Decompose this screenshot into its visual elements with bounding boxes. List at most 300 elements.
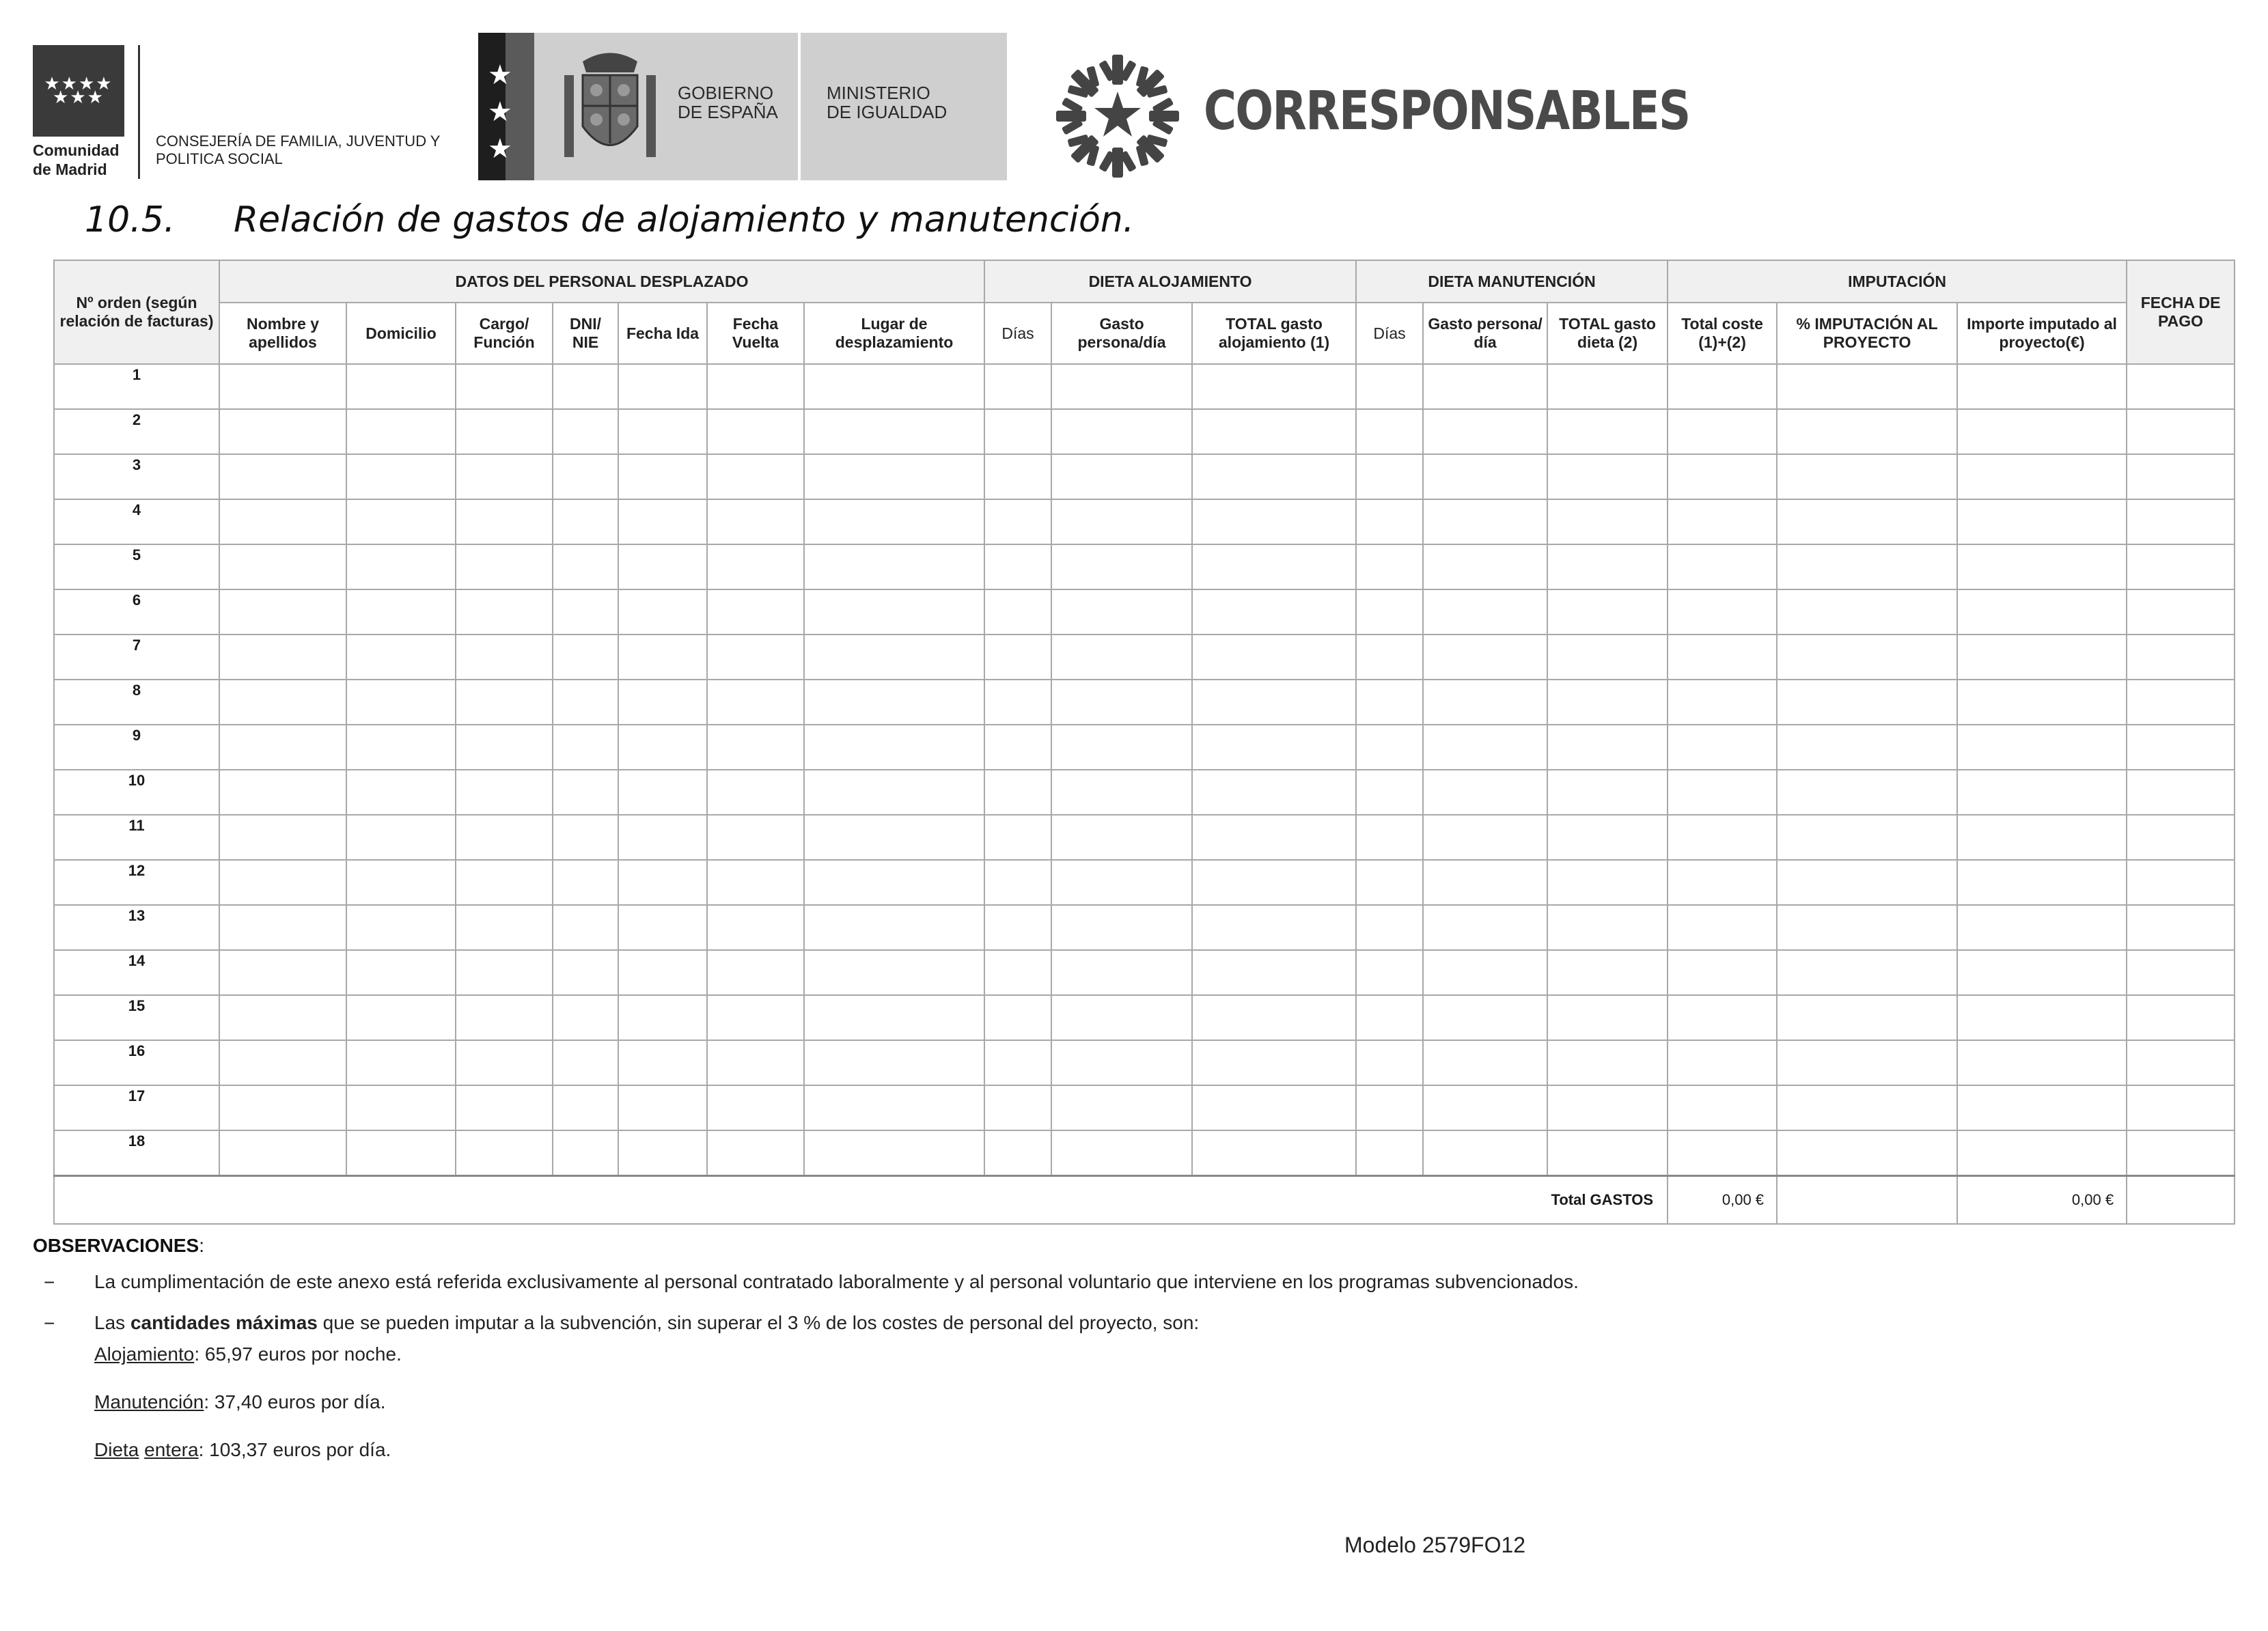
- table-cell[interactable]: [553, 544, 618, 589]
- table-cell[interactable]: [1668, 680, 1777, 725]
- table-cell[interactable]: [707, 770, 804, 815]
- table-cell[interactable]: [1356, 995, 1423, 1040]
- table-cell[interactable]: [1547, 725, 1668, 770]
- table-cell[interactable]: [1192, 409, 1356, 454]
- table-cell[interactable]: [984, 544, 1051, 589]
- table-cell[interactable]: [456, 364, 553, 409]
- table-cell[interactable]: [1547, 860, 1668, 905]
- table-cell[interactable]: [346, 364, 456, 409]
- table-cell[interactable]: [1547, 589, 1668, 635]
- table-cell[interactable]: [553, 860, 618, 905]
- table-cell[interactable]: [1547, 499, 1668, 544]
- table-cell[interactable]: [2127, 905, 2235, 950]
- table-cell[interactable]: [618, 815, 707, 860]
- table-cell[interactable]: [1777, 950, 1957, 995]
- table-cell[interactable]: [1668, 1085, 1777, 1130]
- table-cell[interactable]: [804, 770, 984, 815]
- table-cell[interactable]: [1957, 950, 2127, 995]
- table-cell[interactable]: [2127, 1130, 2235, 1176]
- table-cell[interactable]: [1957, 905, 2127, 950]
- table-cell[interactable]: [984, 725, 1051, 770]
- table-cell[interactable]: [1957, 1130, 2127, 1176]
- table-cell[interactable]: [456, 680, 553, 725]
- table-cell[interactable]: [1192, 364, 1356, 409]
- table-cell[interactable]: [1051, 544, 1192, 589]
- table-cell[interactable]: [1356, 725, 1423, 770]
- table-cell[interactable]: [1957, 499, 2127, 544]
- table-cell[interactable]: [984, 815, 1051, 860]
- table-cell[interactable]: [1356, 409, 1423, 454]
- table-cell[interactable]: [1356, 1040, 1423, 1085]
- table-cell[interactable]: [1356, 499, 1423, 544]
- table-cell[interactable]: [2127, 815, 2235, 860]
- table-cell[interactable]: [219, 860, 346, 905]
- table-cell[interactable]: [456, 409, 553, 454]
- table-cell[interactable]: [804, 815, 984, 860]
- table-cell[interactable]: [984, 860, 1051, 905]
- table-cell[interactable]: [1192, 1130, 1356, 1176]
- table-cell[interactable]: [1192, 770, 1356, 815]
- table-cell[interactable]: [1192, 815, 1356, 860]
- table-cell[interactable]: [804, 1130, 984, 1176]
- table-cell[interactable]: [1668, 409, 1777, 454]
- table-cell[interactable]: [1777, 725, 1957, 770]
- table-cell[interactable]: [1051, 1130, 1192, 1176]
- table-cell[interactable]: [2127, 364, 2235, 409]
- table-cell[interactable]: [346, 454, 456, 499]
- table-cell[interactable]: [1668, 544, 1777, 589]
- table-cell[interactable]: [1547, 680, 1668, 725]
- table-cell[interactable]: [553, 815, 618, 860]
- table-cell[interactable]: [1777, 635, 1957, 680]
- table-cell[interactable]: [1957, 725, 2127, 770]
- table-cell[interactable]: [1192, 995, 1356, 1040]
- table-cell[interactable]: [2127, 1085, 2235, 1130]
- table-cell[interactable]: [618, 544, 707, 589]
- table-cell[interactable]: [707, 499, 804, 544]
- table-cell[interactable]: [219, 725, 346, 770]
- table-cell[interactable]: [618, 905, 707, 950]
- table-cell[interactable]: [1547, 1040, 1668, 1085]
- table-cell[interactable]: [456, 995, 553, 1040]
- table-cell[interactable]: [553, 995, 618, 1040]
- table-cell[interactable]: [1668, 770, 1777, 815]
- table-cell[interactable]: [707, 635, 804, 680]
- table-cell[interactable]: [553, 499, 618, 544]
- table-cell[interactable]: [984, 409, 1051, 454]
- table-cell[interactable]: [618, 770, 707, 815]
- table-cell[interactable]: [1423, 635, 1547, 680]
- table-cell[interactable]: [2127, 635, 2235, 680]
- table-cell[interactable]: [456, 589, 553, 635]
- table-cell[interactable]: [804, 995, 984, 1040]
- table-cell[interactable]: [1957, 815, 2127, 860]
- table-cell[interactable]: [1547, 950, 1668, 995]
- table-cell[interactable]: [1423, 950, 1547, 995]
- table-cell[interactable]: [618, 680, 707, 725]
- table-cell[interactable]: [1423, 499, 1547, 544]
- table-cell[interactable]: [1777, 499, 1957, 544]
- table-cell[interactable]: [1547, 454, 1668, 499]
- table-cell[interactable]: [1423, 1040, 1547, 1085]
- table-cell[interactable]: [618, 725, 707, 770]
- table-cell[interactable]: [1777, 409, 1957, 454]
- table-cell[interactable]: [1192, 1040, 1356, 1085]
- table-cell[interactable]: [618, 454, 707, 499]
- table-cell[interactable]: [219, 680, 346, 725]
- table-cell[interactable]: [1356, 860, 1423, 905]
- table-cell[interactable]: [1547, 995, 1668, 1040]
- table-cell[interactable]: [219, 770, 346, 815]
- table-cell[interactable]: [346, 950, 456, 995]
- table-cell[interactable]: [1051, 1040, 1192, 1085]
- table-cell[interactable]: [1777, 544, 1957, 589]
- table-cell[interactable]: [456, 499, 553, 544]
- table-cell[interactable]: [2127, 860, 2235, 905]
- table-cell[interactable]: [1356, 905, 1423, 950]
- table-cell[interactable]: [984, 454, 1051, 499]
- table-cell[interactable]: [1356, 364, 1423, 409]
- table-cell[interactable]: [1777, 680, 1957, 725]
- table-cell[interactable]: [618, 860, 707, 905]
- table-cell[interactable]: [804, 905, 984, 950]
- table-cell[interactable]: [346, 905, 456, 950]
- table-cell[interactable]: [618, 1130, 707, 1176]
- table-cell[interactable]: [346, 680, 456, 725]
- table-cell[interactable]: [984, 589, 1051, 635]
- table-cell[interactable]: [1547, 544, 1668, 589]
- table-cell[interactable]: [553, 1085, 618, 1130]
- table-cell[interactable]: [2127, 409, 2235, 454]
- table-cell[interactable]: [984, 499, 1051, 544]
- table-cell[interactable]: [219, 1130, 346, 1176]
- table-cell[interactable]: [456, 725, 553, 770]
- table-cell[interactable]: [219, 589, 346, 635]
- table-cell[interactable]: [984, 1040, 1051, 1085]
- table-cell[interactable]: [804, 544, 984, 589]
- table-cell[interactable]: [2127, 770, 2235, 815]
- table-cell[interactable]: [1356, 680, 1423, 725]
- table-cell[interactable]: [346, 995, 456, 1040]
- table-cell[interactable]: [1777, 1085, 1957, 1130]
- table-cell[interactable]: [1957, 680, 2127, 725]
- table-cell[interactable]: [804, 589, 984, 635]
- table-cell[interactable]: [553, 770, 618, 815]
- table-cell[interactable]: [1356, 544, 1423, 589]
- table-cell[interactable]: [1423, 725, 1547, 770]
- table-cell[interactable]: [1051, 1085, 1192, 1130]
- table-cell[interactable]: [219, 1085, 346, 1130]
- table-cell[interactable]: [219, 454, 346, 499]
- table-cell[interactable]: [707, 725, 804, 770]
- table-cell[interactable]: [1051, 364, 1192, 409]
- table-cell[interactable]: [1192, 499, 1356, 544]
- table-cell[interactable]: [1192, 635, 1356, 680]
- table-cell[interactable]: [2127, 725, 2235, 770]
- table-cell[interactable]: [1051, 589, 1192, 635]
- table-cell[interactable]: [1547, 409, 1668, 454]
- table-cell[interactable]: [1668, 995, 1777, 1040]
- table-cell[interactable]: [219, 815, 346, 860]
- table-cell[interactable]: [1051, 454, 1192, 499]
- table-cell[interactable]: [804, 1040, 984, 1085]
- table-cell[interactable]: [553, 1130, 618, 1176]
- table-cell[interactable]: [1192, 1085, 1356, 1130]
- table-cell[interactable]: [456, 454, 553, 499]
- table-cell[interactable]: [2127, 499, 2235, 544]
- table-cell[interactable]: [1668, 950, 1777, 995]
- table-cell[interactable]: [707, 950, 804, 995]
- table-cell[interactable]: [618, 499, 707, 544]
- table-cell[interactable]: [1423, 815, 1547, 860]
- table-cell[interactable]: [2127, 995, 2235, 1040]
- table-cell[interactable]: [1777, 815, 1957, 860]
- table-cell[interactable]: [456, 950, 553, 995]
- table-cell[interactable]: [346, 1085, 456, 1130]
- table-cell[interactable]: [984, 950, 1051, 995]
- table-cell[interactable]: [553, 680, 618, 725]
- table-cell[interactable]: [1957, 454, 2127, 499]
- table-cell[interactable]: [1192, 544, 1356, 589]
- table-cell[interactable]: [1423, 544, 1547, 589]
- table-cell[interactable]: [1957, 544, 2127, 589]
- table-cell[interactable]: [219, 635, 346, 680]
- table-cell[interactable]: [553, 589, 618, 635]
- table-cell[interactable]: [1051, 409, 1192, 454]
- table-cell[interactable]: [1777, 995, 1957, 1040]
- table-cell[interactable]: [346, 725, 456, 770]
- table-cell[interactable]: [618, 364, 707, 409]
- table-cell[interactable]: [1423, 770, 1547, 815]
- table-cell[interactable]: [346, 635, 456, 680]
- table-cell[interactable]: [1547, 905, 1668, 950]
- table-cell[interactable]: [1668, 364, 1777, 409]
- table-cell[interactable]: [346, 815, 456, 860]
- table-cell[interactable]: [1356, 1085, 1423, 1130]
- table-cell[interactable]: [553, 635, 618, 680]
- table-cell[interactable]: [456, 770, 553, 815]
- table-cell[interactable]: [1192, 680, 1356, 725]
- table-cell[interactable]: [1192, 589, 1356, 635]
- table-cell[interactable]: [804, 364, 984, 409]
- table-cell[interactable]: [804, 950, 984, 995]
- table-cell[interactable]: [707, 589, 804, 635]
- table-cell[interactable]: [2127, 950, 2235, 995]
- table-cell[interactable]: [1423, 1085, 1547, 1130]
- table-cell[interactable]: [1423, 1130, 1547, 1176]
- table-cell[interactable]: [553, 409, 618, 454]
- table-cell[interactable]: [984, 1130, 1051, 1176]
- table-cell[interactable]: [984, 635, 1051, 680]
- table-cell[interactable]: [553, 364, 618, 409]
- table-cell[interactable]: [1957, 860, 2127, 905]
- table-cell[interactable]: [1777, 860, 1957, 905]
- table-cell[interactable]: [456, 635, 553, 680]
- table-cell[interactable]: [1957, 995, 2127, 1040]
- table-cell[interactable]: [2127, 680, 2235, 725]
- table-cell[interactable]: [1957, 1040, 2127, 1085]
- table-cell[interactable]: [219, 950, 346, 995]
- table-cell[interactable]: [219, 364, 346, 409]
- table-cell[interactable]: [984, 905, 1051, 950]
- table-cell[interactable]: [1356, 1130, 1423, 1176]
- table-cell[interactable]: [456, 905, 553, 950]
- table-cell[interactable]: [1777, 364, 1957, 409]
- table-cell[interactable]: [1356, 589, 1423, 635]
- table-cell[interactable]: [2127, 544, 2235, 589]
- table-cell[interactable]: [553, 905, 618, 950]
- table-cell[interactable]: [346, 499, 456, 544]
- table-cell[interactable]: [1051, 815, 1192, 860]
- table-cell[interactable]: [219, 409, 346, 454]
- table-cell[interactable]: [553, 1040, 618, 1085]
- table-cell[interactable]: [1777, 1130, 1957, 1176]
- table-cell[interactable]: [984, 1085, 1051, 1130]
- table-cell[interactable]: [804, 725, 984, 770]
- table-cell[interactable]: [1777, 770, 1957, 815]
- table-cell[interactable]: [219, 1040, 346, 1085]
- table-cell[interactable]: [456, 1130, 553, 1176]
- table-cell[interactable]: [1957, 1085, 2127, 1130]
- table-cell[interactable]: [219, 499, 346, 544]
- table-cell[interactable]: [2127, 589, 2235, 635]
- table-cell[interactable]: [1668, 454, 1777, 499]
- table-cell[interactable]: [1957, 589, 2127, 635]
- table-cell[interactable]: [618, 409, 707, 454]
- table-cell[interactable]: [1051, 905, 1192, 950]
- table-cell[interactable]: [1192, 860, 1356, 905]
- table-cell[interactable]: [1051, 499, 1192, 544]
- table-cell[interactable]: [618, 995, 707, 1040]
- table-cell[interactable]: [984, 680, 1051, 725]
- table-cell[interactable]: [707, 544, 804, 589]
- table-cell[interactable]: [346, 770, 456, 815]
- table-cell[interactable]: [1668, 499, 1777, 544]
- table-cell[interactable]: [618, 1085, 707, 1130]
- table-cell[interactable]: [707, 364, 804, 409]
- table-cell[interactable]: [1957, 770, 2127, 815]
- table-cell[interactable]: [707, 1040, 804, 1085]
- table-cell[interactable]: [707, 409, 804, 454]
- table-cell[interactable]: [804, 1085, 984, 1130]
- table-cell[interactable]: [1777, 454, 1957, 499]
- table-cell[interactable]: [553, 725, 618, 770]
- table-cell[interactable]: [346, 860, 456, 905]
- table-cell[interactable]: [618, 635, 707, 680]
- table-cell[interactable]: [2127, 1040, 2235, 1085]
- table-cell[interactable]: [707, 905, 804, 950]
- table-cell[interactable]: [804, 860, 984, 905]
- table-cell[interactable]: [2127, 454, 2235, 499]
- table-cell[interactable]: [219, 544, 346, 589]
- table-cell[interactable]: [984, 364, 1051, 409]
- table-cell[interactable]: [553, 950, 618, 995]
- table-cell[interactable]: [1192, 454, 1356, 499]
- table-cell[interactable]: [1547, 770, 1668, 815]
- table-cell[interactable]: [1777, 589, 1957, 635]
- table-cell[interactable]: [1423, 454, 1547, 499]
- table-cell[interactable]: [1423, 409, 1547, 454]
- table-cell[interactable]: [707, 454, 804, 499]
- table-cell[interactable]: [1547, 1085, 1668, 1130]
- table-cell[interactable]: [1356, 950, 1423, 995]
- table-cell[interactable]: [707, 680, 804, 725]
- table-cell[interactable]: [456, 1040, 553, 1085]
- table-cell[interactable]: [1668, 905, 1777, 950]
- table-cell[interactable]: [1777, 905, 1957, 950]
- table-cell[interactable]: [1668, 1130, 1777, 1176]
- table-cell[interactable]: [1668, 589, 1777, 635]
- table-cell[interactable]: [618, 589, 707, 635]
- table-cell[interactable]: [456, 544, 553, 589]
- table-cell[interactable]: [1192, 905, 1356, 950]
- table-cell[interactable]: [1423, 680, 1547, 725]
- table-cell[interactable]: [346, 1130, 456, 1176]
- table-cell[interactable]: [1777, 1040, 1957, 1085]
- table-cell[interactable]: [1051, 680, 1192, 725]
- table-cell[interactable]: [707, 860, 804, 905]
- table-cell[interactable]: [219, 905, 346, 950]
- table-cell[interactable]: [456, 815, 553, 860]
- table-cell[interactable]: [1957, 364, 2127, 409]
- table-cell[interactable]: [1192, 725, 1356, 770]
- table-cell[interactable]: [1668, 1040, 1777, 1085]
- table-cell[interactable]: [346, 409, 456, 454]
- table-cell[interactable]: [346, 544, 456, 589]
- table-cell[interactable]: [1051, 635, 1192, 680]
- table-cell[interactable]: [984, 995, 1051, 1040]
- table-cell[interactable]: [1547, 364, 1668, 409]
- table-cell[interactable]: [1547, 815, 1668, 860]
- table-cell[interactable]: [1051, 770, 1192, 815]
- table-cell[interactable]: [346, 589, 456, 635]
- table-cell[interactable]: [1423, 860, 1547, 905]
- table-cell[interactable]: [1356, 454, 1423, 499]
- table-cell[interactable]: [456, 860, 553, 905]
- table-cell[interactable]: [1423, 905, 1547, 950]
- table-cell[interactable]: [984, 770, 1051, 815]
- table-cell[interactable]: [804, 499, 984, 544]
- table-cell[interactable]: [1423, 995, 1547, 1040]
- table-cell[interactable]: [707, 1130, 804, 1176]
- table-cell[interactable]: [1547, 635, 1668, 680]
- table-cell[interactable]: [707, 1085, 804, 1130]
- table-cell[interactable]: [1547, 1130, 1668, 1176]
- table-cell[interactable]: [1668, 815, 1777, 860]
- table-cell[interactable]: [618, 1040, 707, 1085]
- table-cell[interactable]: [1668, 635, 1777, 680]
- table-cell[interactable]: [804, 680, 984, 725]
- table-cell[interactable]: [1668, 725, 1777, 770]
- table-cell[interactable]: [1356, 815, 1423, 860]
- table-cell[interactable]: [804, 635, 984, 680]
- table-cell[interactable]: [1423, 589, 1547, 635]
- table-cell[interactable]: [1051, 950, 1192, 995]
- table-cell[interactable]: [1051, 725, 1192, 770]
- table-cell[interactable]: [1957, 409, 2127, 454]
- table-cell[interactable]: [1957, 635, 2127, 680]
- table-cell[interactable]: [456, 1085, 553, 1130]
- table-cell[interactable]: [707, 815, 804, 860]
- table-cell[interactable]: [618, 950, 707, 995]
- table-cell[interactable]: [219, 995, 346, 1040]
- table-cell[interactable]: [1051, 995, 1192, 1040]
- table-cell[interactable]: [1423, 364, 1547, 409]
- table-cell[interactable]: [1356, 770, 1423, 815]
- table-cell[interactable]: [1668, 860, 1777, 905]
- table-cell[interactable]: [1356, 635, 1423, 680]
- table-cell[interactable]: [346, 1040, 456, 1085]
